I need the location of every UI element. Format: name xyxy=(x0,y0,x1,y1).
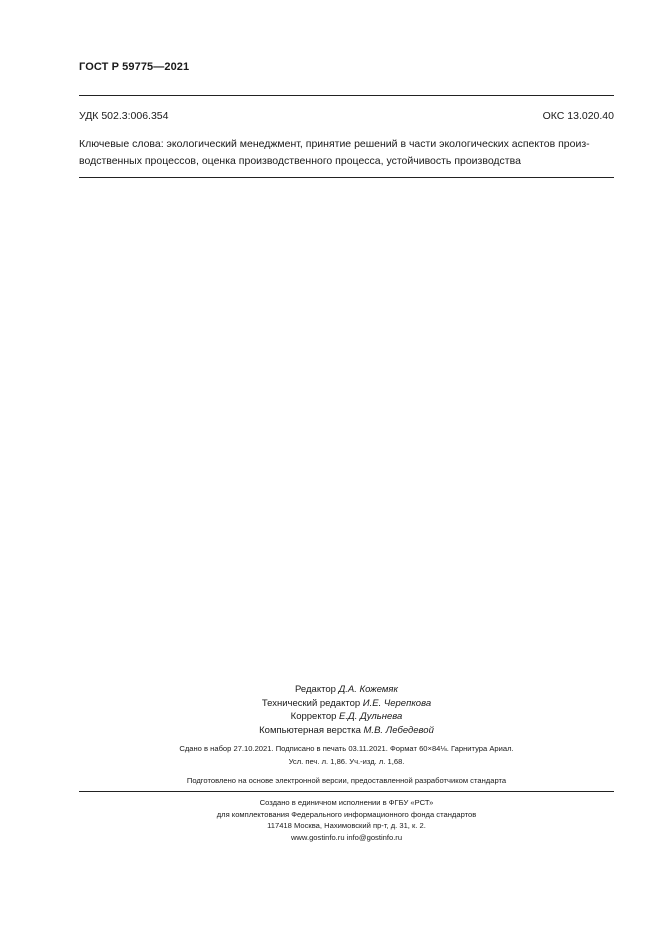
standard-code: ГОСТ Р 59775—2021 xyxy=(79,61,190,73)
print-info-line: Усл. печ. л. 1,86. Уч.-изд. л. 1,68. xyxy=(288,757,405,766)
credits-block xyxy=(79,683,614,737)
credit-layout: Компьютерная верстка М.В. Лебедевой xyxy=(259,724,434,736)
keywords-line: водственных процессов, оценка производственного процесса, устойчивость производства xyxy=(79,155,521,167)
prepared-note: Подготовлено на основе электронной версии, предоставленной разработчиком стандарта xyxy=(186,776,507,785)
oks-code: ОКС 13.020.40 xyxy=(542,110,614,122)
publisher-block xyxy=(79,797,614,843)
publisher-line: Создано в единичном исполнении в ФГБУ «РСТ» xyxy=(259,798,434,807)
credit-corrector: Корректор Е.Д. Дульнева xyxy=(290,711,403,722)
divider-keywords xyxy=(79,177,614,178)
keywords-paragraph xyxy=(79,136,614,170)
credit-editor: Редактор Д.А. Кожемяк xyxy=(295,684,398,695)
publisher-line: 117418 Москва, Нахимовский пр-т, д. 31, к. 2. xyxy=(267,821,426,830)
udk-code: УДК 502.3:006.354 xyxy=(79,110,169,122)
divider-top xyxy=(79,95,614,96)
publisher-contacts: www.gostinfo.ru info@gostinfo.ru xyxy=(290,832,403,842)
credit-tech-editor: Технический редактор И.Е. Черепкова xyxy=(261,697,432,709)
divider-bottom xyxy=(79,791,614,792)
print-info-line: Сдано в набор 27.10.2021. Подписано в печать 03.11.2021. Формат 60×84⅛. Гарнитура Ариал. xyxy=(179,744,514,753)
keywords-line: Ключевые слова: экологический менеджмент, принятие решений в части экологических аспектов произ- xyxy=(79,138,590,150)
publisher-line: для комплектования Федерального информационного фонда стандартов xyxy=(216,809,477,819)
